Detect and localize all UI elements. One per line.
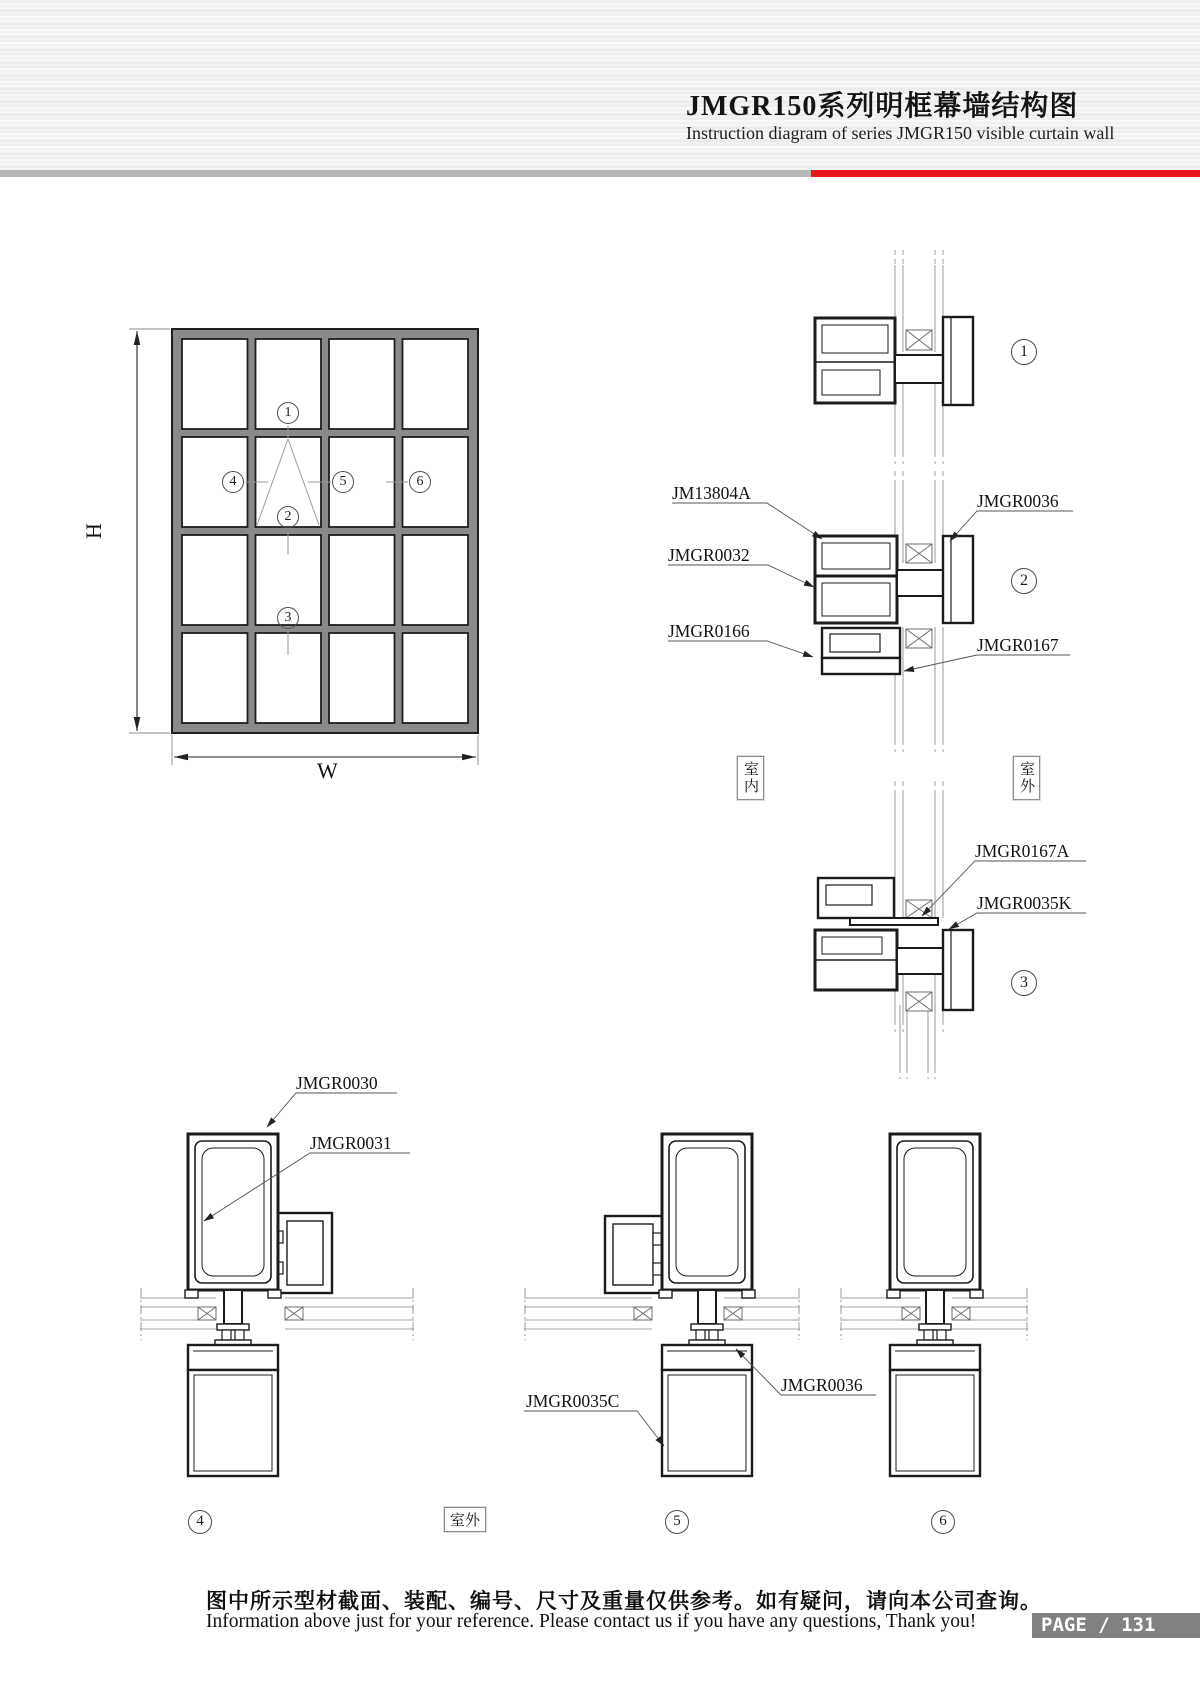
- part-label-jmgr0167: JMGR0167: [977, 635, 1059, 655]
- detail-number-3: 3: [1011, 970, 1037, 996]
- detail-number-4: 4: [188, 1510, 212, 1534]
- elevation-callout-2: 2: [277, 506, 299, 528]
- detail-number-2: 2: [1011, 568, 1037, 594]
- outdoor-label-bottom: 室外: [444, 1507, 486, 1532]
- detail-6-mullion-section: [887, 1134, 983, 1476]
- part-label-jmgr0036-bottom: JMGR0036: [781, 1375, 863, 1395]
- part-label-jmgr0035c: JMGR0035C: [526, 1391, 620, 1411]
- glass-spacer-boxes-horizontal: [198, 1307, 970, 1320]
- part-label-jmgr0035k: JMGR0035K: [977, 893, 1072, 913]
- glass-spacer-boxes-vertical: [906, 330, 932, 1011]
- detail-2-section: [815, 536, 973, 674]
- elevation-callout-1: 1: [277, 402, 299, 424]
- detail-number-5: 5: [665, 1510, 689, 1534]
- detail-5-mullion-section: [659, 1134, 755, 1476]
- part-label-jmgr0032: JMGR0032: [668, 545, 750, 565]
- detail-4-mullion-section: [185, 1134, 281, 1476]
- page-number-badge: PAGE / 131: [1032, 1613, 1200, 1638]
- footer-note-english: Information above just for your reference. Please contact us if you have any questions, Thank you!: [206, 1611, 977, 1632]
- elevation-callout-3: 3: [277, 607, 299, 629]
- detail-3-section: [815, 878, 973, 1010]
- elevation-callout-6: 6: [409, 471, 431, 493]
- detail-4-attached-profile: [274, 1213, 332, 1293]
- part-label-jmgr0166: JMGR0166: [668, 621, 750, 641]
- part-label-jmgr0167a: JMGR0167A: [975, 841, 1070, 861]
- outdoor-label: 室外: [1013, 756, 1040, 800]
- dimension-label-width: W: [317, 758, 338, 783]
- elevation-grid: [129, 329, 478, 765]
- part-label-jmgr0036-top: JMGR0036: [977, 491, 1059, 511]
- detail-number-1: 1: [1011, 339, 1037, 365]
- elevation-callout-4: 4: [222, 471, 244, 493]
- part-label-jm13804a: JM13804A: [672, 483, 751, 503]
- part-label-jmgr0030: JMGR0030: [296, 1073, 378, 1093]
- detail-1-section: [815, 317, 973, 405]
- glass-pane-lines-horizontal: [140, 1298, 1028, 1329]
- page-title: JMGR150系列明框幕墙结构图: [686, 91, 1079, 122]
- dimension-label-height: H: [80, 523, 106, 539]
- indoor-label: 室内: [737, 756, 764, 800]
- part-label-jmgr0031: JMGR0031: [310, 1133, 392, 1153]
- page-subtitle: Instruction diagram of series JMGR150 visible curtain wall: [686, 123, 1115, 143]
- footer-note-chinese: 图中所示型材截面、装配、编号、尺寸及重量仅供参考。如有疑问，请向本公司查询。: [206, 1590, 1042, 1613]
- detail-5-attached-profile: [605, 1216, 662, 1293]
- elevation-callout-5: 5: [332, 471, 354, 493]
- detail-number-6: 6: [931, 1510, 955, 1534]
